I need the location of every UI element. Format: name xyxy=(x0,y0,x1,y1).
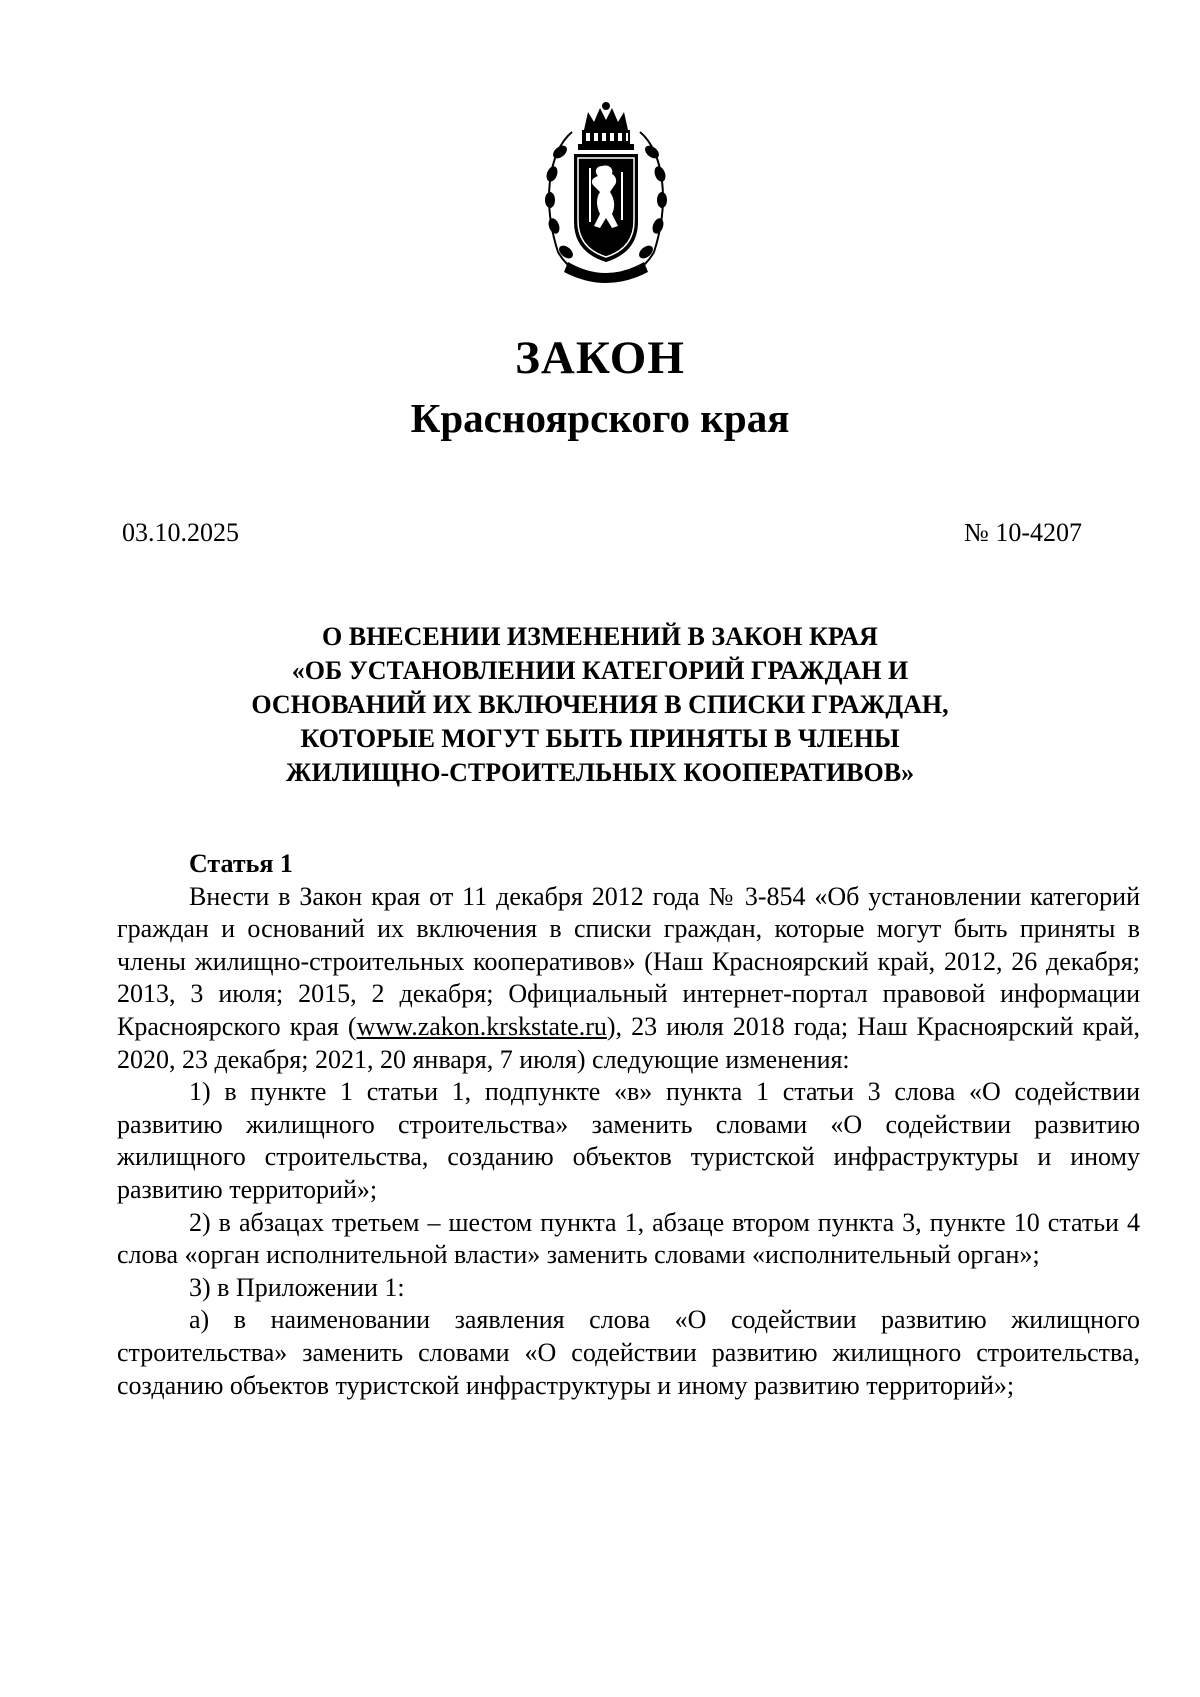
intro-text-end: ), 23 июля 2018 года; Наш Красноярский край, 2020, 23 декабря; 2021, 20 января, 7 июля) следующие изменения: xyxy=(117,1011,1140,1074)
portal-link[interactable]: www.zakon.krskstate.ru xyxy=(356,1011,607,1041)
list-item: а) в наименовании заявления слова «О содействии развитию жилищного строительства» заменить словами «О содействии развитию жилищного строительства, созданию объектов туристской инфраструктуры и иному развитию территорий»; xyxy=(117,1305,1140,1400)
heading-line: «ОБ УСТАНОВЛЕНИИ КАТЕГОРИЙ ГРАЖДАН И xyxy=(291,656,909,685)
document-number: № 10-4207 xyxy=(964,518,1082,547)
document-subtitle: Красноярского края xyxy=(410,395,790,441)
list-item: 3) в Приложении 1: xyxy=(189,1272,405,1302)
heading-line: КОТОРЫЕ МОГУТ БЫТЬ ПРИНЯТЫ В ЧЛЕНЫ xyxy=(300,724,900,753)
intro-paragraph xyxy=(117,881,1140,1077)
article-title: Статья 1 xyxy=(189,849,293,878)
list-item: 1) в пункте 1 статьи 1, подпункте «в» пункта 1 статьи 3 слова «О содействии развитию жилищного строительства» заменить словами «О содействии развитию жилищного строительства, созданию объектов туристской инфраструктуры и иному развитию территорий»; xyxy=(117,1077,1140,1204)
intro-text-start: Внести в Закон края от 11 декабря 2012 года № 3-854 «Об установлении категорий граждан и оснований их включения в списки граждан, которые могут быть приняты в члены жилищно-строительных кооперативов» (Наш Красноярский край, 2012, 26 декабря; 2013, 3 июля; 2015, 2 декабря; Официальный интернет-портал правовой информации Красноярского края ( xyxy=(117,881,1140,1041)
document-date: 03.10.2025 xyxy=(122,518,239,547)
list-item: 2) в абзацах третьем – шестом пункта 1, абзаце втором пункта 3, пункте 10 статьи 4 слова «орган исполнительной власти» заменить словами «исполнительный орган»; xyxy=(117,1207,1140,1270)
heading-line: ОСНОВАНИЙ ИХ ВКЛЮЧЕНИЯ В СПИСКИ ГРАЖДАН, xyxy=(251,690,949,719)
law-heading xyxy=(0,620,1200,790)
heading-line: ЖИЛИЩНО-СТРОИТЕЛЬНЫХ КООПЕРАТИВОВ» xyxy=(285,758,915,787)
heading-line: О ВНЕСЕНИИ ИЗМЕНЕНИЙ В ЗАКОН КРАЯ xyxy=(322,622,878,651)
document-title: ЗАКОН xyxy=(515,332,685,384)
coat-of-arms-emblem xyxy=(538,102,674,286)
document-body xyxy=(117,848,1140,1402)
